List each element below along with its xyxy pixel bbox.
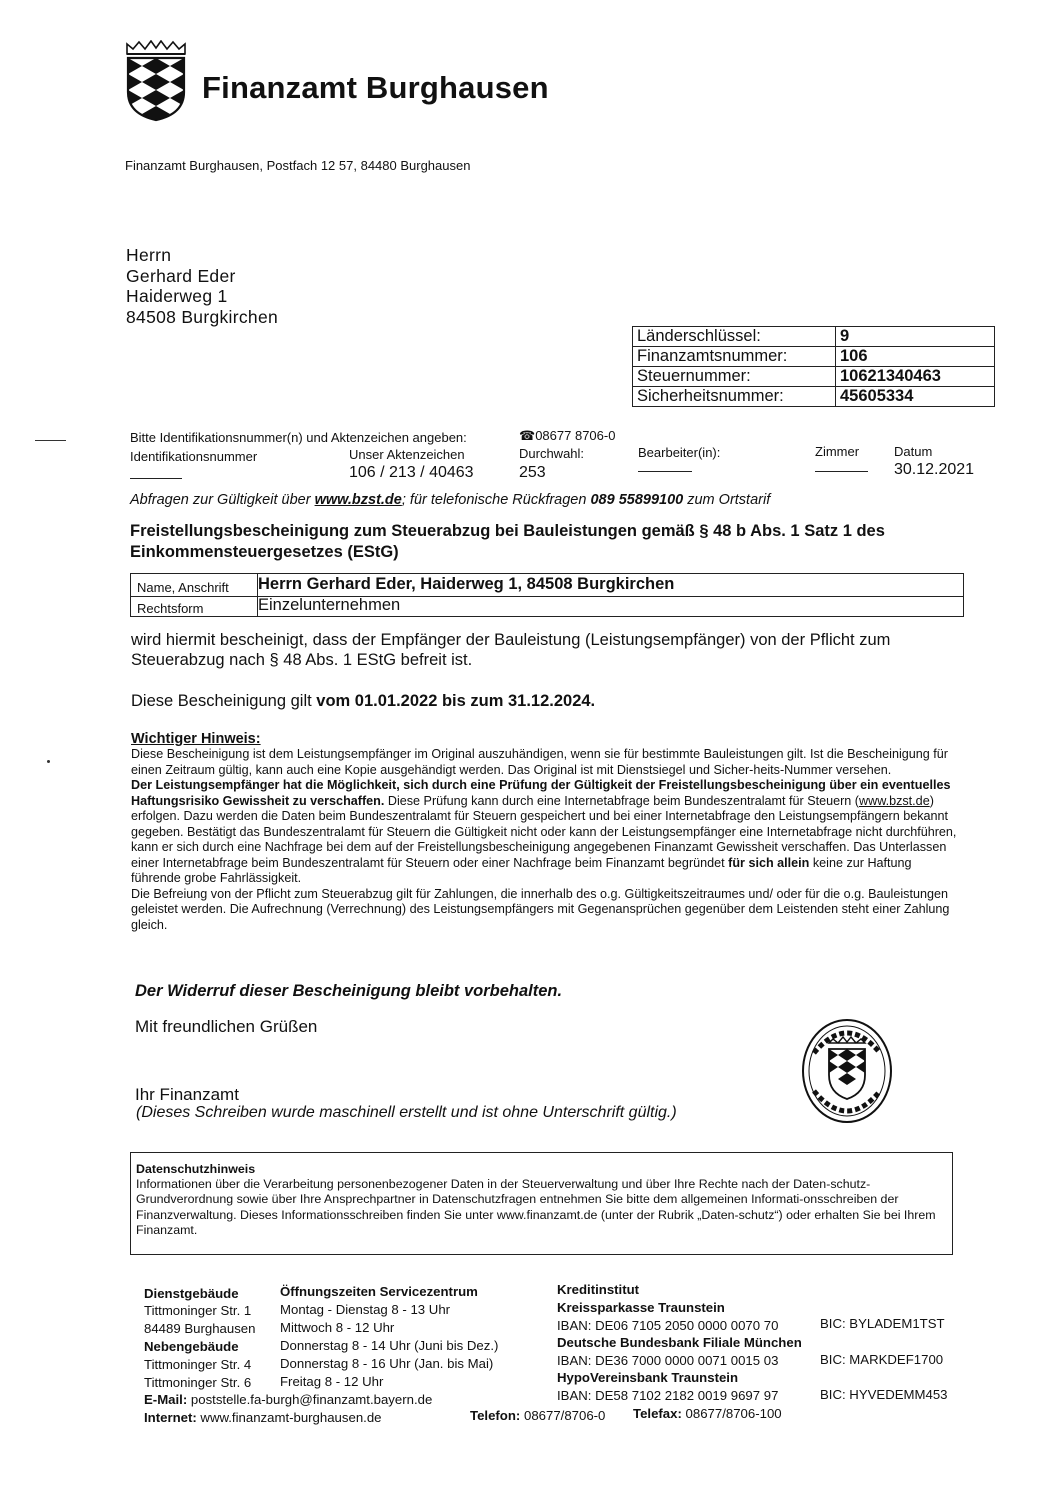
query-text: zum Ortstarif [683, 492, 771, 508]
legal-form-row [130, 596, 964, 617]
tax-id-value: 45605334 [836, 387, 995, 407]
note-paragraph [131, 778, 963, 887]
office-title: Finanzamt Burghausen [202, 70, 549, 105]
building-heading: Dienstgebäude [144, 1286, 239, 1301]
office-phone [519, 428, 615, 444]
query-text: ; für telefonische Rückfragen [401, 492, 591, 508]
recipient-line: Gerhard Eder [126, 265, 236, 286]
hours-line: Donnerstag 8 - 14 Uhr (Juni bis Dez.) [280, 1338, 499, 1353]
fax-line [633, 1406, 782, 1421]
table-row [633, 347, 995, 367]
table-row [633, 327, 995, 347]
reference-instruction: Bitte Identifikationsnummer(n) und Aktenzeichen angeben: [130, 430, 467, 445]
bank-name: HypoVereinsbank Traunstein [557, 1370, 739, 1385]
bank-iban: IBAN: DE58 7102 2182 0019 9697 97 [557, 1388, 779, 1403]
id-empty-dash [130, 478, 182, 479]
bank-bic: BIC: HYVEDEMM453 [820, 1387, 948, 1402]
machine-note: (Dieses Schreiben wurde maschinell erstellt und ist ohne Unterschrift gültig.) [136, 1104, 677, 1121]
tax-id-label: Sicherheitsnummer: [633, 387, 836, 407]
tax-id-label: Länderschlüssel: [633, 327, 836, 347]
legal-form-value: Einzelunternehmen [258, 596, 401, 614]
validity-period: vom 01.01.2022 bis zum 31.12.2024. [316, 692, 596, 710]
phone-label: Telefon: [470, 1408, 521, 1423]
bank-bic: BIC: BYLADEM1TST [820, 1316, 945, 1331]
note-bold-text: Der Leistungsempfänger hat die Möglichkeit, sich durch eine Prüfung der Gültigkeit der Freistellungsbescheinigung über ein eventuelles Haftungsrisiko Gewissheit zu verschaffen. [131, 778, 951, 808]
tax-id-table [632, 326, 995, 407]
annex-heading: Nebengebäude [144, 1339, 239, 1354]
table-row [633, 367, 995, 387]
hours-line: Donnerstag 8 - 16 Uhr (Jan. bis Mai) [280, 1356, 494, 1371]
email-label: E-Mail: [144, 1392, 188, 1407]
extension-label: Durchwahl: [519, 446, 585, 461]
tax-id-label: Finanzamtsnummer: [633, 347, 836, 367]
bavarian-coat-of-arms-icon [123, 40, 189, 122]
bank-name: Kreissparkasse Traunstein [557, 1300, 725, 1315]
name-row [130, 573, 964, 597]
bank-iban: IBAN: DE06 7105 2050 0000 0070 70 [557, 1318, 779, 1333]
hours-line: Mittwoch 8 - 12 Uhr [280, 1320, 395, 1335]
extension-number: 253 [519, 464, 546, 481]
note-text: ) erfolgen. Dazu werden die Daten beim Bundeszentralamt für Steuern gespeichert und bei einer Internetabfrage den Leistungsempfängern bekannt gegeben. Bestätigt das Bundeszentralamt für Steuern die Gültigkeit nicht oder kann der Leistungsempfänger eine Internetabfrage nicht durchführen, kann er sich durch eine Nachfrage bei dem auf der Freistellungsbescheinigung angegebenen Finanzamt Gewissheit verschaffen. Das Unterlassen einer Internetabfrage beim Bundeszentralamt für Steuern oder einer Nachfrage beim Finanzamt begründet [131, 793, 957, 870]
fax-number: 08677/8706-100 [685, 1406, 782, 1421]
note-text: Diese Prüfung kann durch eine Internetabfrage beim Bundeszentralamt für Steuern ( [384, 793, 859, 808]
hours-line: Freitag 8 - 12 Uhr [280, 1374, 384, 1389]
date-label: Datum [894, 444, 933, 459]
phone-line [470, 1408, 605, 1423]
tax-id-value: 10621340463 [836, 367, 995, 387]
bank-heading: Kreditinstitut [557, 1282, 640, 1297]
file-number: 106 / 213 / 40463 [349, 464, 474, 481]
return-address: Finanzamt Burghausen, Postfach 12 57, 84480 Burghausen [125, 158, 471, 173]
revocation-notice: Der Widerruf dieser Bescheinigung bleibt vorbehalten. [135, 982, 563, 1000]
bzst-link[interactable]: www.bzst.de [859, 793, 930, 808]
recipient-line: 84508 Burgkirchen [126, 306, 279, 327]
table-row [633, 387, 995, 407]
building-line: Tittmoninger Str. 1 [144, 1303, 252, 1318]
query-info [130, 492, 770, 508]
certification-text: wird hiermit bescheinigt, dass der Empfänger der Bauleistung (Leistungsempfänger) von der Pflicht zum Steuerabzug nach § 48 Abs. 1 EStG befreit ist. [131, 631, 891, 669]
bzst-link[interactable]: www.bzst.de [314, 492, 402, 508]
building-line: 84489 Burghausen [144, 1321, 256, 1336]
privacy-text: Informationen über die Verarbeitung personenbezogener Daten in der Steuerverwaltung und über Ihre Rechte nach der Daten-schutz-Grundverordnung sowie über Ihre Ansprechpartner in Datenschutzfragen entnehmen Sie bitte dem allgemeinen Informati-onsschreiben der Finanzverwaltung. Dieses Informationsschreiben finden Sie unter www.finanzamt.de (unter der Rubrik „Daten-schutz“) oder erhalten Sie bei Ihrem Finanzamt. [136, 1177, 936, 1237]
phone-number: 08677/8706-0 [523, 1408, 606, 1423]
note-paragraph: Die Befreiung von der Pflicht zum Steuerabzug gilt für Zahlungen, die innerhalb des o.g. Gültigkeitszeitraumes und/ oder für die o.g. Bauleistungen geleistet werden. Die Aufrechnung (Verrechnung) des Leistungsempfängers mit Gegenansprüchen gegenüber dem Leistenden steht einer Zahlung gleich. [131, 886, 950, 932]
hours-line: Montag - Dienstag 8 - 13 Uhr [280, 1302, 451, 1317]
file-label: Unser Aktenzeichen [349, 447, 465, 462]
fold-mark [35, 440, 66, 441]
official-seal-icon [800, 1015, 894, 1125]
email-line [144, 1392, 432, 1407]
hours-heading: Öffnungszeiten Servicezentrum [280, 1284, 478, 1299]
email-address[interactable]: poststelle.fa-burgh@finanzamt.bayern.de [190, 1392, 433, 1407]
bank-name: Deutsche Bundesbank Filiale München [557, 1335, 802, 1350]
important-note [131, 731, 963, 933]
validity-text: Diese Bescheinigung gilt [131, 692, 317, 710]
privacy-heading: Datenschutzhinweis [136, 1162, 256, 1176]
internet-label: Internet: [144, 1410, 197, 1425]
phone-icon: ☎ [519, 428, 536, 443]
note-paragraph: Diese Bescheinigung ist dem Leistungsempfänger im Original auszuhändigen, wenn sie für bestimmte Bauleistungen gilt. Ist die Bescheinigung für einen Zeitraum gültig, kann auch eine Kopie ausgehändigt werden. Das Original ist mit Dienstsiegel und Sicher-heits-Nummer versehen. [131, 747, 948, 777]
room-label: Zimmer [815, 444, 860, 459]
room-empty-dash [815, 471, 868, 472]
greeting: Mit freundlichen Grüßen [135, 1017, 318, 1036]
legal-form-label: Rechtsform [137, 601, 204, 616]
website-link[interactable]: www.finanzamt-burghausen.de [200, 1410, 382, 1425]
query-text: Abfragen zur Gültigkeit über [130, 492, 315, 508]
tax-id-value: 106 [836, 347, 995, 367]
privacy-notice [130, 1152, 953, 1255]
note-heading: Wichtiger Hinweis: [131, 731, 261, 747]
signature-office: Ihr Finanzamt [135, 1085, 239, 1104]
clerk-empty-dash [638, 471, 692, 472]
note-text: keine zur Haftung führende grobe Fahrlässigkeit. [131, 855, 912, 885]
fax-label: Telefax: [633, 1406, 682, 1421]
name-value: Herrn Gerhard Eder, Haiderweg 1, 84508 Burgkirchen [258, 575, 675, 593]
internet-line [144, 1410, 382, 1425]
id-label: Identifikationsnummer [130, 449, 258, 464]
date-value: 30.12.2021 [894, 461, 975, 478]
recipient-line: Herrn [126, 245, 172, 265]
hotline-number: 089 55899100 [590, 492, 684, 508]
validity-statement [131, 692, 595, 711]
note-bold-text: für sich allein [728, 855, 810, 870]
tax-id-value: 9 [836, 327, 995, 347]
recipient-address [126, 245, 278, 327]
office-phone-number: 08677 8706-0 [535, 428, 616, 443]
bank-bic: BIC: MARKDEF1700 [820, 1352, 944, 1367]
entity-box [130, 573, 964, 619]
bank-iban: IBAN: DE36 7000 0000 0071 0015 03 [557, 1353, 779, 1368]
recipient-line: Haiderweg 1 [126, 286, 228, 306]
tax-id-label: Steuernummer: [633, 367, 836, 387]
clerk-label: Bearbeiter(in): [638, 445, 721, 460]
punch-mark [47, 760, 50, 763]
name-label: Name, Anschrift [137, 580, 229, 595]
annex-line: Tittmoninger Str. 4 [144, 1357, 252, 1372]
document-heading: Freistellungsbescheinigung zum Steuerabzug bei Bauleistungen gemäß § 48 b Abs. 1 Satz 1 des Einkommensteuergesetzes (EStG) [130, 522, 885, 561]
annex-line: Tittmoninger Str. 6 [144, 1375, 252, 1390]
